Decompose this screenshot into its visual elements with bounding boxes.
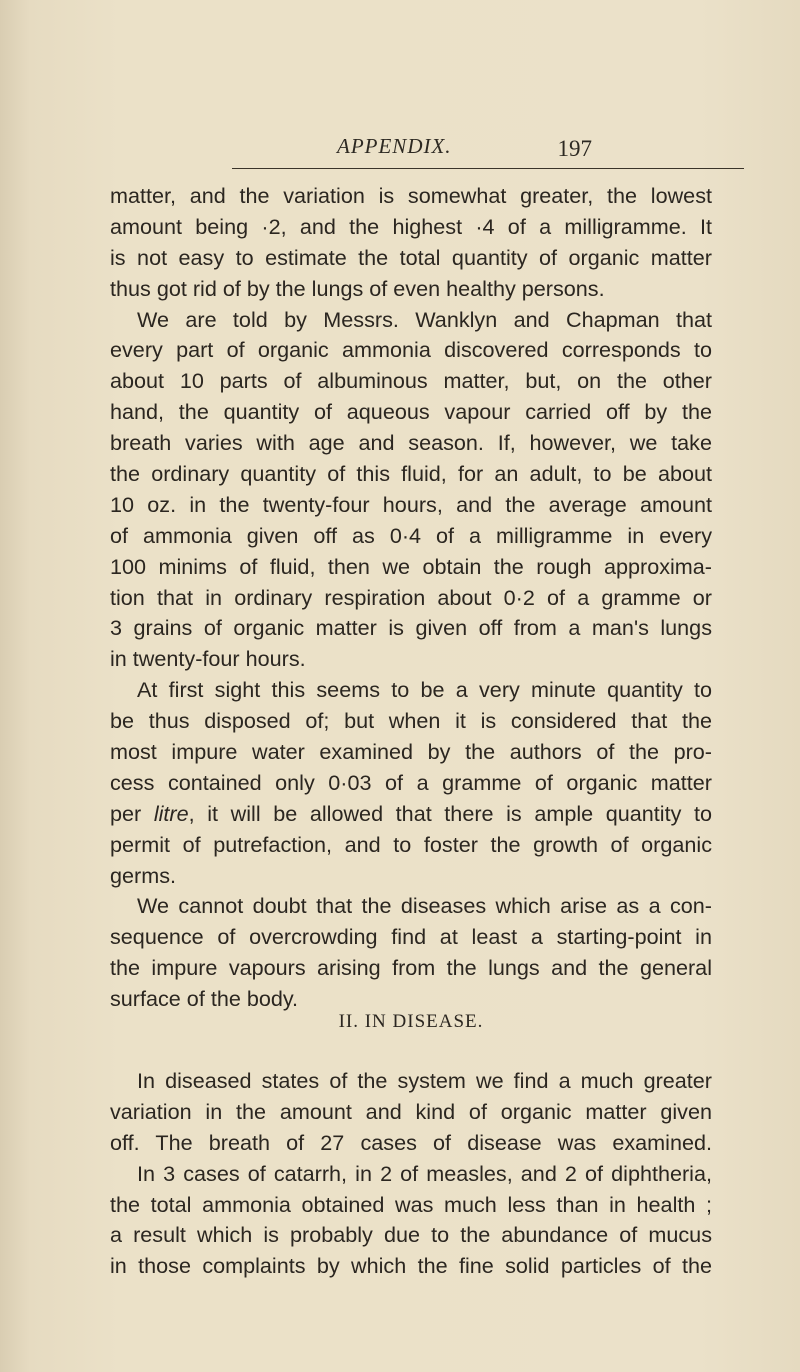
text-line: variation in the amount and kind of organic matter given — [110, 1098, 712, 1124]
text-line: in those complaints by which the fine solid particles of the — [110, 1253, 712, 1279]
text-line: about 10 parts of albuminous matter, but, on the other — [110, 368, 712, 394]
text-line: breath varies with age and season. If, however, we take — [110, 430, 712, 456]
body-text — [110, 181, 712, 1015]
text-line: We cannot doubt that the diseases which arise as a con- — [137, 893, 712, 919]
text-line: In 3 cases of catarrh, in 2 of measles, and 2 of diphtheria, — [137, 1160, 712, 1186]
text-line: be thus disposed of; but when it is considered that the — [110, 708, 712, 734]
text-line: amount being ·2, and the highest ·4 of a milligramme. It — [110, 213, 712, 239]
text-line: In diseased states of the system we find a much greater — [137, 1068, 712, 1093]
text-line: tion that in ordinary respiration about 0·2 of a gramme or — [110, 584, 712, 610]
running-head — [232, 128, 592, 164]
text-line: matter, and the variation is somewhat greater, the lowest — [110, 183, 712, 208]
text-line: in twenty-four hours. — [110, 646, 306, 672]
text-fragment: , it will be allowed that there is ample quantity to — [188, 800, 712, 826]
header-rule — [232, 168, 744, 169]
section-heading: II. IN DISEASE. — [338, 1011, 484, 1032]
text-line: a result which is probably due to the abundance of mucus — [110, 1222, 712, 1248]
body-text-section-2 — [110, 1066, 712, 1282]
text-line: thus got rid of by the lungs of even healthy persons. — [110, 275, 605, 301]
text-line: surface of the body. — [110, 986, 299, 1012]
text-line: 100 minims of fluid, then we obtain the rough approxima- — [110, 553, 712, 579]
text-line: At first sight this seems to be a very minute quantity to — [137, 677, 712, 703]
text-line: sequence of overcrowding find at least a starting-point in — [110, 924, 712, 950]
text-line: 10 oz. in the twenty-four hours, and the average amount — [110, 491, 712, 517]
text-line: the impure vapours arising from the lungs and the general — [110, 955, 712, 981]
text-line: 3 grains of organic matter is given off from a man's lungs — [110, 615, 712, 641]
page-number: 197 — [557, 136, 592, 161]
text-line: every part of organic ammonia discovered corresponds to — [110, 337, 712, 363]
text-line: is not easy to estimate the total quantity of organic matter — [110, 244, 712, 270]
text-line: off. The breath of 27 cases of disease was examined. — [110, 1129, 712, 1155]
italic-word: litre — [153, 800, 189, 826]
page-title: APPENDIX. — [337, 134, 452, 158]
text-line: of ammonia given off as 0·4 of a milligramme in every — [110, 522, 712, 548]
text-line: the ordinary quantity of this fluid, for an adult, to be about — [110, 461, 712, 487]
text-line — [110, 799, 712, 830]
text-line: the total ammonia obtained was much less than in health ; — [110, 1191, 712, 1217]
text-fragment: per — [110, 800, 142, 826]
text-line: hand, the quantity of aqueous vapour carried off by the — [110, 399, 712, 425]
text-line: permit of putrefaction, and to foster the growth of organic — [110, 831, 712, 857]
text-line: germs. — [110, 862, 176, 888]
text-line: cess contained only 0·03 of a gramme of organic matter — [110, 769, 712, 795]
text-line: We are told by Messrs. Wanklyn and Chapman that — [137, 306, 712, 332]
text-line: most impure water examined by the authors of the pro- — [110, 739, 712, 765]
